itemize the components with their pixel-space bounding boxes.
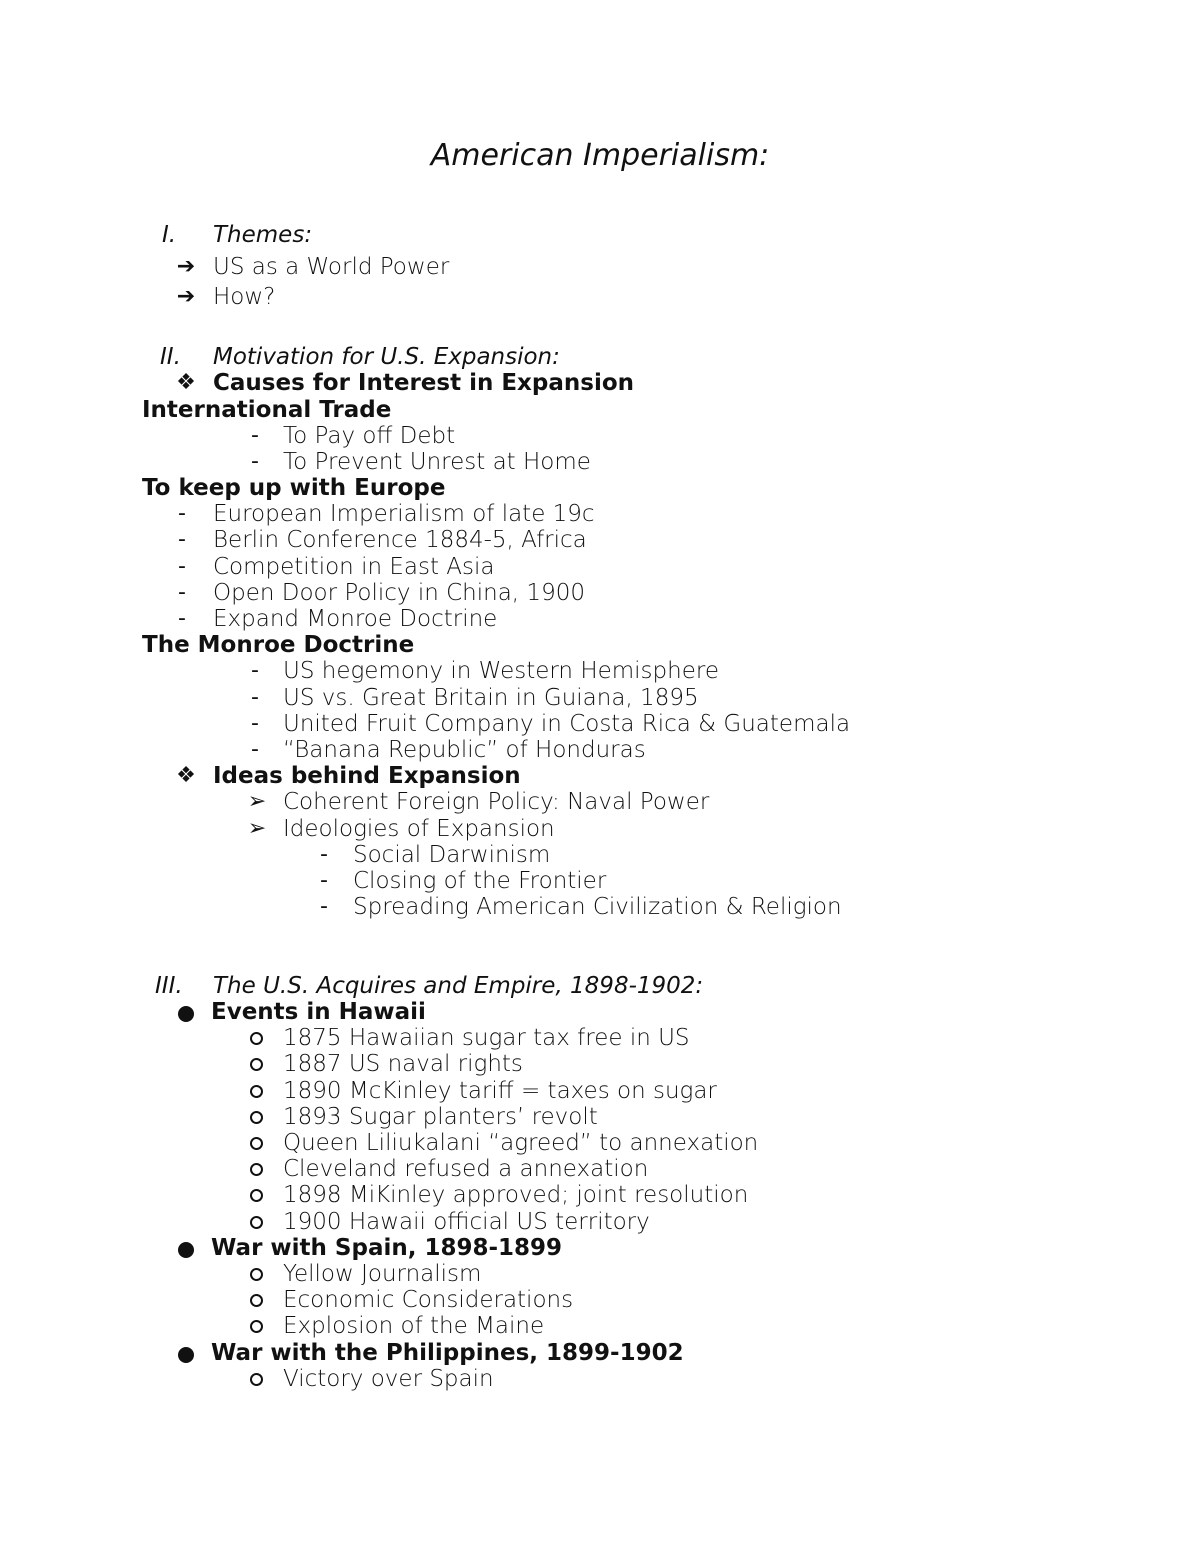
dash-bullet: - [178, 527, 186, 552]
dash-bullet: - [251, 423, 259, 448]
section-2-heading: Motivation for U.S. Expansion: [213, 344, 560, 370]
list-item: Victory over Spain [283, 1366, 494, 1392]
list-item: Social Darwinism [353, 842, 551, 868]
circle-bullet-icon [250, 1268, 263, 1281]
document-title: American Imperialism: [430, 138, 770, 173]
circle-bullet-icon [250, 1189, 263, 1202]
spain-heading: War with Spain, 1898-1899 [211, 1235, 563, 1261]
section-1-heading: Themes: [213, 222, 313, 248]
list-item: Open Door Policy in China, 1900 [213, 580, 585, 606]
diamond-bullet-icon: ❖ [176, 763, 196, 788]
arrow-icon: ➔ [176, 284, 196, 309]
list-item: Explosion of the Maine [283, 1313, 545, 1339]
list-item: Competition in East Asia [213, 554, 495, 580]
list-item: 1875 Hawaiian sugar tax free in US [283, 1025, 690, 1051]
list-item: 1887 US naval rights [283, 1051, 523, 1077]
dash-bullet: - [178, 554, 186, 579]
subheading-international-trade: International Trade [142, 397, 392, 423]
list-item: Yellow Journalism [283, 1261, 482, 1287]
arrow-icon: ➔ [176, 254, 196, 279]
list-item: Coherent Foreign Policy: Naval Power [283, 789, 710, 815]
section-3-numeral: III. [155, 973, 183, 999]
circle-bullet-icon [250, 1294, 263, 1307]
list-item: Cleveland refused a annexation [283, 1156, 649, 1182]
diamond-bullet-icon: ❖ [176, 370, 196, 395]
circle-bullet-icon [250, 1163, 263, 1176]
list-item: Queen Liliukalani “agreed” to annexation [283, 1130, 759, 1156]
filled-bullet-icon [178, 1347, 194, 1363]
circle-bullet-icon [250, 1137, 263, 1150]
causes-heading: Causes for Interest in Expansion [213, 370, 634, 396]
triangle-bullet-icon: ➢ [247, 789, 267, 814]
circle-bullet-icon [250, 1058, 263, 1071]
filled-bullet-icon [178, 1242, 194, 1258]
list-item: To Pay off Debt [283, 423, 456, 449]
list-item: 1900 Hawaii official US territory [283, 1209, 650, 1235]
subheading-keep-up-with-europe: To keep up with Europe [142, 475, 446, 501]
filled-bullet-icon [178, 1006, 194, 1022]
list-item: United Fruit Company in Costa Rica & Guatemala [283, 711, 851, 737]
dash-bullet: - [320, 894, 328, 919]
list-item: How? [213, 284, 276, 310]
list-item: 1898 MiKinley approved; joint resolution [283, 1182, 749, 1208]
list-item: US vs. Great Britain in Guiana, 1895 [283, 685, 699, 711]
dash-bullet: - [251, 737, 259, 762]
circle-bullet-icon [250, 1216, 263, 1229]
list-item: Economic Considerations [283, 1287, 574, 1313]
dash-bullet: - [251, 658, 259, 683]
dash-bullet: - [178, 606, 186, 631]
section-2-numeral: II. [160, 344, 181, 370]
dash-bullet: - [178, 501, 186, 526]
dash-bullet: - [320, 868, 328, 893]
hawaii-heading: Events in Hawaii [211, 999, 426, 1025]
circle-bullet-icon [250, 1373, 263, 1386]
list-item: US as a World Power [213, 254, 450, 280]
circle-bullet-icon [250, 1032, 263, 1045]
list-item: European Imperialism of late 19c [213, 501, 595, 527]
list-item: Expand Monroe Doctrine [213, 606, 498, 632]
dash-bullet: - [178, 580, 186, 605]
subheading-monroe-doctrine: The Monroe Doctrine [142, 632, 415, 658]
list-item: 1890 McKinley tariff = taxes on sugar [283, 1078, 717, 1104]
list-item: To Prevent Unrest at Home [283, 449, 591, 475]
list-item: Ideologies of Expansion [283, 816, 555, 842]
list-item: 1893 Sugar planters’ revolt [283, 1104, 598, 1130]
list-item: US hegemony in Western Hemisphere [283, 658, 719, 684]
circle-bullet-icon [250, 1085, 263, 1098]
list-item: Closing of the Frontier [353, 868, 607, 894]
ideas-heading: Ideas behind Expansion [213, 763, 521, 789]
philippines-heading: War with the Philippines, 1899-1902 [211, 1340, 684, 1366]
dash-bullet: - [320, 842, 328, 867]
dash-bullet: - [251, 685, 259, 710]
dash-bullet: - [251, 711, 259, 736]
dash-bullet: - [251, 449, 259, 474]
circle-bullet-icon [250, 1111, 263, 1124]
section-1-numeral: I. [162, 222, 177, 248]
circle-bullet-icon [250, 1320, 263, 1333]
section-3-heading: The U.S. Acquires and Empire, 1898-1902: [213, 973, 704, 999]
triangle-bullet-icon: ➢ [247, 816, 267, 841]
list-item: Spreading American Civilization & Religion [353, 894, 842, 920]
list-item: Berlin Conference 1884-5, Africa [213, 527, 587, 553]
list-item: “Banana Republic” of Honduras [283, 737, 646, 763]
